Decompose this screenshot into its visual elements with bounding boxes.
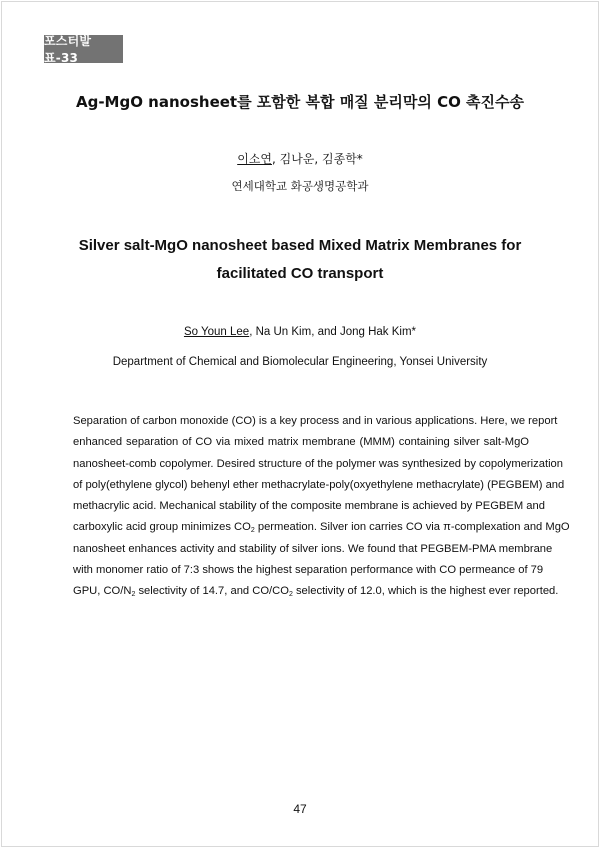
- english-presenter: So Youn Lee: [183, 326, 250, 338]
- abstract-line: enhanced separation of CO via mixed matrix membrane (MMM) containing silver salt-MgO: [73, 436, 529, 449]
- subscript: 2: [131, 591, 136, 599]
- page-number: 47: [293, 802, 307, 816]
- abstract-line: Separation of carbon monoxide (CO) is a key process and in various applications. Here, we report: [73, 415, 558, 427]
- english-title-line2: facilitated CO transport: [216, 265, 384, 282]
- korean-title: Ag-MgO nanosheet를 포함한 복합 매질 분리막의 CO 촉진수송: [75, 93, 525, 111]
- abstract-line: [73, 517, 570, 538]
- abstract-line: methacrylic acid. Mechanical stability of the composite membrane is achieved by PEGBEM and: [73, 500, 545, 513]
- abstract: [73, 411, 570, 603]
- abstract-text: carboxylic acid group minimizes CO: [73, 521, 251, 534]
- english-coauthors: , Na Un Kim, and Jong Hak Kim*: [249, 326, 417, 338]
- korean-coauthors: , 김나운, 김종학*: [271, 152, 363, 166]
- korean-affiliation: 연세대학교 화공생명공학과: [231, 179, 369, 193]
- subscript: 2: [250, 527, 255, 535]
- subscript: 2: [288, 591, 293, 599]
- english-title: [0, 232, 600, 288]
- abstract-line: nanosheet enhances activity and stability of silver ions. We found that PEGBEM-PMA membrane: [73, 542, 553, 555]
- abstract-text: permeation. Silver ion carries CO via π-complexation and MgO: [254, 521, 570, 534]
- abstract-line: [73, 581, 559, 602]
- abstract-text: GPU, CO/N: [73, 585, 132, 598]
- english-affiliation: Department of Chemical and Biomolecular Engineering, Yonsei University: [112, 356, 488, 368]
- english-title-line1: Silver salt-MgO nanosheet based Mixed Matrix Membranes for: [78, 237, 522, 254]
- abstract-line: with monomer ratio of 7:3 shows the highest separation performance with CO permeance of 79: [73, 564, 544, 577]
- abstract-text: selectivity of 14.7, and CO/CO: [135, 585, 289, 598]
- english-authors: [0, 326, 600, 338]
- korean-presenter: 이소연: [237, 152, 272, 166]
- korean-authors: [0, 150, 600, 167]
- section-tag: 포스터발표-33: [44, 35, 123, 63]
- abstract-line: of poly(ethylene glycol) behenyl ether methacrylate-poly(oxyethylene methacrylate) (PEGBEM) and: [73, 478, 565, 491]
- abstract-line: nanosheet-comb copolymer. Desired structure of the polymer was synthesized by copolymerization: [73, 457, 563, 470]
- abstract-text: selectivity of 12.0, which is the highest ever reported.: [292, 585, 559, 598]
